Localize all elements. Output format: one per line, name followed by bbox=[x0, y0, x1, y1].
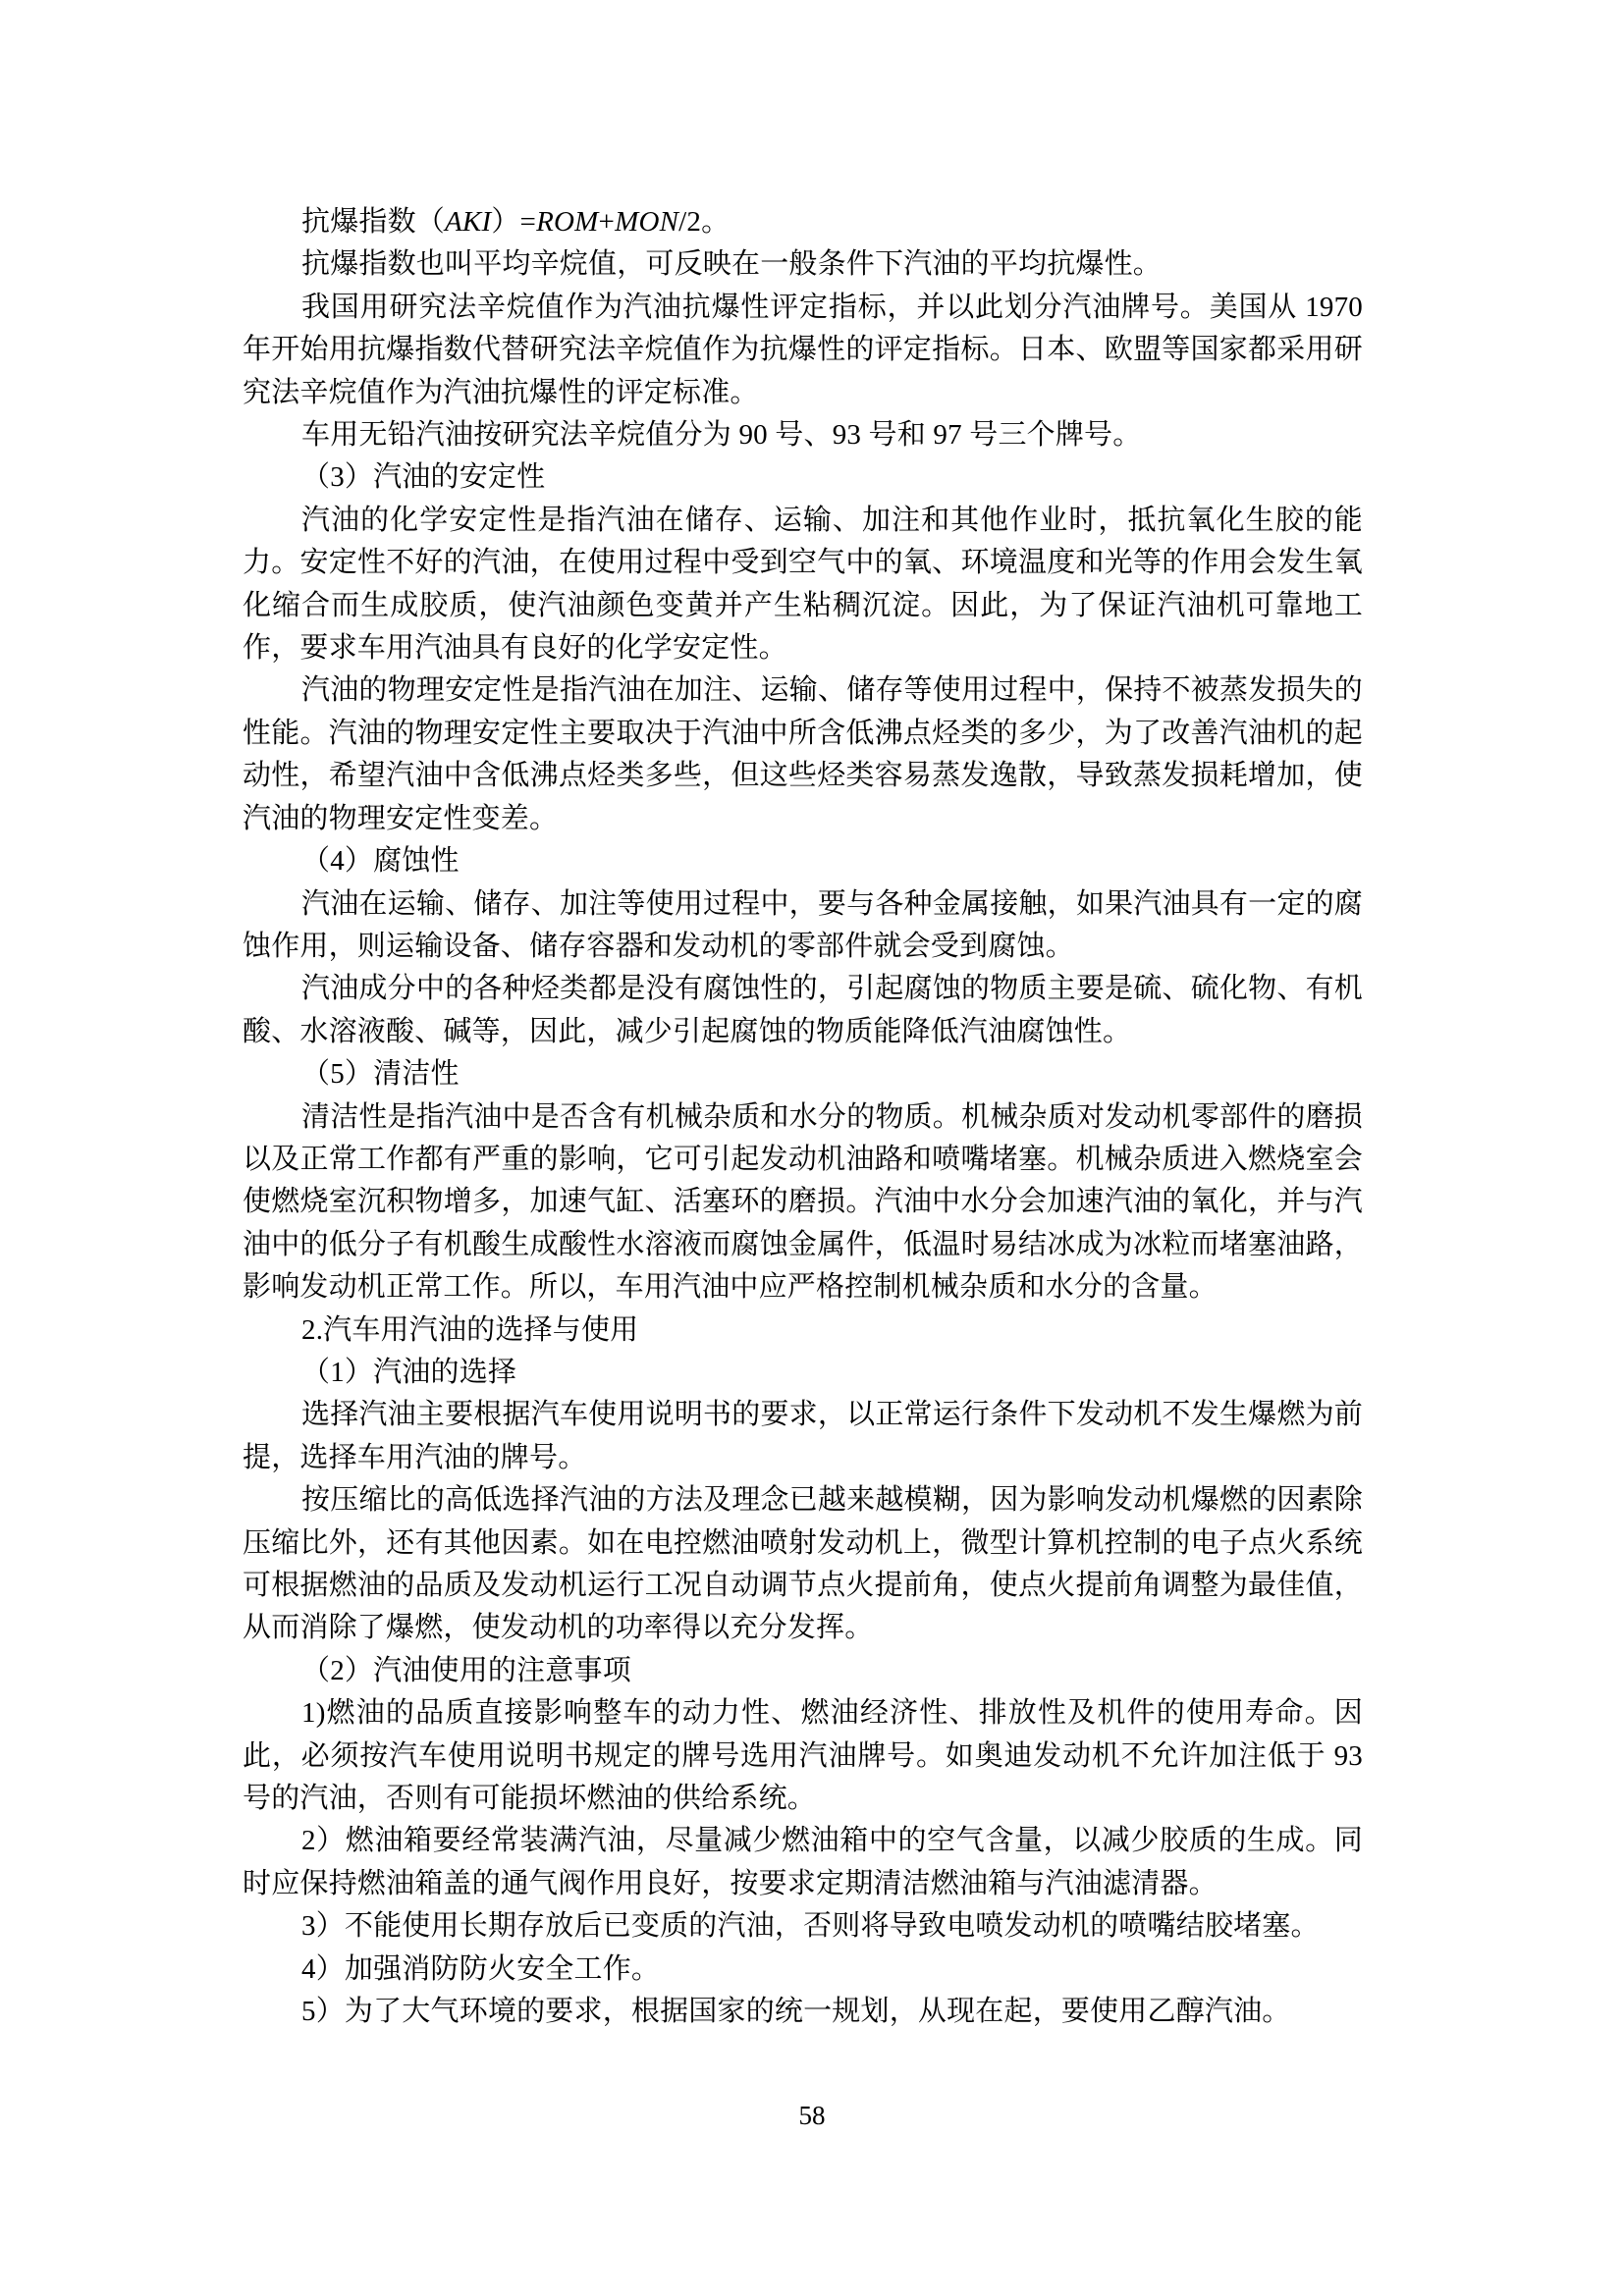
paragraph bbox=[243, 1352, 1363, 1394]
paragraph bbox=[243, 1394, 1363, 1479]
text-run: 汽油的化学安定性是指汽油在储存、运输、加注和其他作业时，抵抗氧化生胶的能力。安定性不好的汽油，在使用过程中受到空气中的氧、环境温度和光等的作用会发生氧化缩合而生成胶质，使汽油颜色变黄并产生粘稠沉淀。因此，为了保证汽油机可靠地工作，要求车用汽油具有良好的化学安定性。 bbox=[243, 504, 1363, 665]
text-run: 汽油成分中的各种烃类都是没有腐蚀性的，引起腐蚀的物质主要是硫、硫化物、有机酸、水溶液酸、碱等，因此，减少引起腐蚀的物质能降低汽油腐蚀性。 bbox=[243, 973, 1363, 1047]
paragraph bbox=[243, 840, 1363, 882]
text-run: 按压缩比的高低选择汽油的方法及理念已越来越模糊，因为影响发动机爆燃的因素除压缩比外，还有其他因素。如在电控燃油喷射发动机上，微型计算机控制的电子点火系统可根据燃油的品质及发动机运行工况自动调节点火提前角，使点火提前角调整为最佳值，从而消除了爆燃，使发动机的功率得以充分发挥。 bbox=[243, 1484, 1363, 1644]
text-run: 2）燃油箱要经常装满汽油，尽量减少燃油箱中的空气含量，以减少胶质的生成。同时应保持燃油箱盖的通气阀作用良好，按要求定期清洁燃油箱与汽油滤清器。 bbox=[243, 1825, 1363, 1899]
text-run: 4）加强消防防火安全工作。 bbox=[301, 1952, 661, 1985]
paragraph bbox=[243, 201, 1363, 243]
text-run: （1）汽油的选择 bbox=[301, 1356, 517, 1388]
paragraph bbox=[243, 883, 1363, 969]
page-footer bbox=[0, 2099, 1624, 2132]
paragraph bbox=[243, 1096, 1363, 1309]
text-run: /2。 bbox=[678, 206, 731, 238]
paragraph bbox=[243, 456, 1363, 499]
text-run: ）= bbox=[491, 206, 537, 238]
paragraph bbox=[243, 1309, 1363, 1352]
paragraph bbox=[243, 414, 1363, 456]
formula-term: MON bbox=[615, 206, 679, 238]
text-run: 汽油在运输、储存、加注等使用过程中，要与各种金属接触，如果汽油具有一定的腐蚀作用，则运输设备、储存容器和发动机的零部件就会受到腐蚀。 bbox=[243, 887, 1363, 962]
paragraph bbox=[243, 1949, 1363, 1991]
paragraph bbox=[243, 1053, 1363, 1095]
paragraph bbox=[243, 1479, 1363, 1650]
paragraph bbox=[243, 1692, 1363, 1820]
text-run: 5）为了大气环境的要求，根据国家的统一规划，从现在起，要使用乙醇汽油。 bbox=[301, 1996, 1291, 2028]
paragraph bbox=[243, 1650, 1363, 1692]
text-run: 3）不能使用长期存放后已变质的汽油，否则将导致电喷发动机的喷嘴结胶堵塞。 bbox=[301, 1910, 1320, 1943]
text-run: （2）汽油使用的注意事项 bbox=[301, 1654, 631, 1686]
text-run: （3）汽油的安定性 bbox=[301, 461, 546, 494]
text-run: 清洁性是指汽油中是否含有机械杂质和水分的物质。机械杂质对发动机零部件的磨损以及正常工作都有严重的影响，它可引起发动机油路和喷嘴堵塞。机械杂质进入燃烧室会使燃烧室沉积物增多，加速气缸、活塞环的磨损。汽油中水分会加速汽油的氧化，并与汽油中的低分子有机酸生成酸性水溶液而腐蚀金属件，低温时易结冰成为冰粒而堵塞油路，影响发动机正常工作。所以，车用汽油中应严格控制机械杂质和水分的含量。 bbox=[243, 1100, 1363, 1304]
paragraph bbox=[243, 1991, 1363, 2033]
paragraph bbox=[243, 243, 1363, 286]
document-body bbox=[243, 201, 1363, 2033]
text-run: 汽油的物理安定性是指汽油在加注、运输、储存等使用过程中，保持不被蒸发损失的性能。汽油的物理安定性主要取决于汽油中所含低沸点烃类的多少，为了改善汽油机的起动性，希望汽油中含低沸点烃类多些，但这些烃类容易蒸发逸散，导致蒸发损耗增加，使汽油的物理安定性变差。 bbox=[243, 674, 1363, 834]
paragraph bbox=[243, 1905, 1363, 1948]
text-run: 车用无铅汽油按研究法辛烷值分为 90 号、93 号和 97 号三个牌号。 bbox=[301, 419, 1142, 452]
paragraph bbox=[243, 287, 1363, 414]
formula-term: AKI bbox=[445, 206, 492, 238]
paragraph bbox=[243, 500, 1363, 670]
text-run: 抗爆指数也叫平均辛烷值，可反映在一般条件下汽油的平均抗爆性。 bbox=[301, 248, 1163, 281]
text-run: 1)燃油的品质直接影响整车的动力性、燃油经济性、排放性及机件的使用寿命。因此，必须按汽车使用说明书规定的牌号选用汽油牌号。如奥迪发动机不允许加注低于 93 号的汽油，否则有可能损坏燃油的供给系统。 bbox=[243, 1697, 1363, 1815]
text-run: 选择汽油主要根据汽车使用说明书的要求，以正常运行条件下发动机不发生爆燃为前提，选择车用汽油的牌号。 bbox=[243, 1399, 1363, 1473]
paragraph bbox=[243, 669, 1363, 840]
text-run: （5）清洁性 bbox=[301, 1058, 460, 1091]
paragraph bbox=[243, 968, 1363, 1053]
text-run: 抗爆指数（ bbox=[301, 206, 446, 238]
formula-term: ROM bbox=[536, 206, 599, 238]
text-run: 我国用研究法辛烷值作为汽油抗爆性评定指标，并以此划分汽油牌号。美国从 1970 年开始用抗爆指数代替研究法辛烷值作为抗爆性的评定指标。日本、欧盟等国家都采用研究法辛烷值作为汽油抗爆性的评定标准。 bbox=[243, 291, 1363, 408]
paragraph bbox=[243, 1820, 1363, 1905]
text-run: + bbox=[598, 206, 616, 238]
page-number: 58 bbox=[798, 2101, 826, 2130]
text-run: （4）腐蚀性 bbox=[301, 845, 460, 878]
text-run: 2.汽车用汽油的选择与使用 bbox=[301, 1313, 639, 1346]
